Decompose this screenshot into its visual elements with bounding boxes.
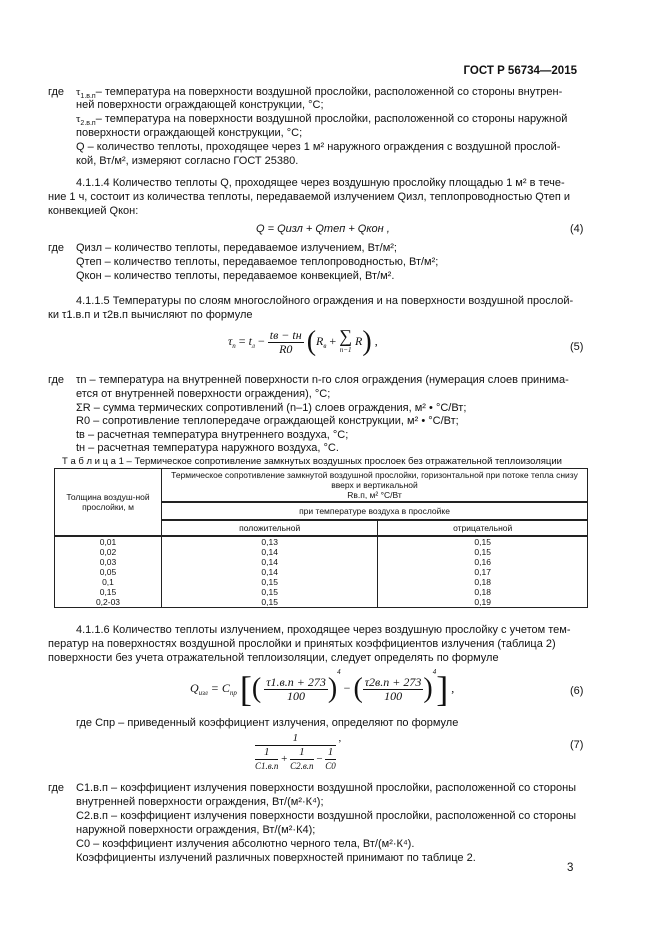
definition-line: Qтеп – количество теплоты, передаваемое теплопроводностью, Вт/м²; [76, 256, 439, 268]
definition-line: наружной поверхности ограждения, Вт/(м²·К4); [76, 824, 316, 836]
table-row: 0,03 0,14 0,16 [55, 557, 588, 567]
definition-line: Qкон – количество теплоты, передаваемое конвекцией, Вт/м². [76, 270, 395, 282]
definition-line: внутренней поверхности ограждения, Вт/(м²·К⁴); [76, 796, 324, 808]
definition-line: tн – расчетная температура наружного воздуха, °С. [76, 442, 339, 454]
definition-line: $\tau_{2.в.п}-$ температура на поверхности воздушной прослойки, расположенной со стороны наружной [76, 113, 568, 128]
table-row: 0,2-03 0,15 0,19 [55, 597, 588, 608]
paragraph-line: поверхности без учета отражательной теплоизоляции, следует определять по формуле [48, 652, 499, 664]
definition-line: $\tau_{1.в.п}-$ температура на поверхности воздушной прослойки, расположенной со стороны внутрен- [76, 86, 563, 101]
where-label: где [48, 86, 65, 98]
definition-line: С1.в.п – коэффициент излучения поверхности воздушной прослойки, расположенной со стороны [76, 782, 577, 794]
table-row: 0,05 0,14 0,17 [55, 567, 588, 577]
equation-4: Q = Qизл + Qтеп + Qкон , [256, 223, 390, 235]
table-header-thickness: Толщина воздуш-ной прослойки, м [55, 469, 162, 537]
definition-line: ΣR – сумма термических сопротивлений (n–1) слоев ограждения, м² • °С/Вт; [76, 402, 467, 414]
page-number: 3 [567, 862, 574, 874]
definition-line: Q – количество теплоты, проходящее через 1 м² наружного ограждения с воздушной прослой- [76, 141, 561, 153]
table-row: 0,02 0,14 0,15 [55, 547, 588, 557]
equation-6: $Q_{изл} = C_{пр}$ [( $\frac{\tau 1.в.п + 273}{100}$ )$^4$ − ( $\frac{\tau 2в.п + 273}{100}$ )$^4$] , [190, 667, 455, 709]
equation-7: 1 $\frac{1}{C1.в.п}$ + $\frac{1}{C2.в.п}$ − $\frac{1}{C0}$ , [255, 732, 342, 771]
paragraph-line: где Спр – приведенный коэффициент излучения, определяют по формуле [76, 717, 459, 729]
paragraph-line: 4.1.1.6 Количество теплоты излучением, проходящее через воздушную прослойку с учетом тем- [76, 624, 571, 636]
table-header-main: Термическое сопротивление замкнутой воздушной прослойки, горизонтальной при потоке тепла снизу вверх и вертикальной Rв.п, м² °С/Вт [162, 469, 588, 503]
where-label: где [48, 782, 65, 794]
equation-number: (6) [570, 685, 584, 697]
equation-number: (5) [570, 341, 584, 353]
where-label: где [48, 374, 65, 386]
definition-line: кой, Вт/м², измеряют согласно ГОСТ 25380. [76, 155, 299, 167]
paragraph-line: ки τ1.в.п и τ2в.п вычисляют по формуле [48, 309, 253, 321]
paragraph-line: ние 1 ч, состоит из количества теплоты, передаваемой излучением Qизл, теплопроводностью Qтеп и [48, 191, 571, 203]
paragraph-line: конвекцией Qкон: [48, 205, 139, 217]
definition-line: Qизл – количество теплоты, передаваемое излучением, Вт/м²; [76, 242, 397, 254]
paragraph-line: ператур на поверхностях воздушной прослойки и принятых коэффициентов излучения (таблица 2) [48, 638, 556, 650]
table-header-negative: отрицательной [378, 520, 588, 536]
thermal-resistance-table [54, 468, 588, 608]
table-row: 0,01 0,13 0,15 [55, 536, 588, 547]
where-label: где [48, 242, 65, 254]
paragraph-line: 4.1.1.4 Количество теплоты Q, проходящее через воздушную прослойку площадью 1 м² в тече- [76, 177, 565, 189]
definition-line: R0 – сопротивление теплопередаче ограждающей конструкции, м² • °С/Вт; [76, 415, 459, 427]
definition-line: ется от внутренней поверхности ограждения), °С; [76, 388, 331, 400]
equation-number: (7) [570, 739, 584, 751]
equation-number: (4) [570, 223, 584, 235]
definition-line: τn – температура на внутренней поверхности n-го слоя ограждения (нумерация слоев принима- [76, 374, 569, 386]
definition-line: поверхности ограждающей конструкции, °С; [76, 127, 303, 139]
paragraph-line: Коэффициенты излучений различных поверхностей принимают по таблице 2. [76, 852, 476, 864]
definition-line: tв – расчетная температура внутреннего воздуха, °С; [76, 429, 349, 441]
table-row: 0,15 0,15 0,18 [55, 587, 588, 597]
table-subheader: при температуре воздуха в прослойке [162, 502, 588, 520]
table-row: 0,1 0,15 0,18 [55, 577, 588, 587]
definition-line: С0 – коэффициент излучения абсолютно черного тела, Вт/(м²·К⁴). [76, 838, 415, 850]
document-header: ГОСТ Р 56734—2015 [463, 65, 577, 77]
definition-line: ней поверхности ограждающей конструкции, °С; [76, 99, 324, 111]
definition-line: С2.в.п – коэффициент излучения поверхности воздушной прослойки, расположенной со стороны [76, 810, 577, 822]
table-header-positive: положительной [162, 520, 378, 536]
equation-5: $\tau_n = t_л$ − $\frac{tв - tн}{R0}$ ($R_в$ + ∑ n−1 R) , [228, 325, 378, 357]
paragraph-line: 4.1.1.5 Температуры по слоям многослойного ограждения и на поверхности воздушной прослой- [76, 295, 574, 307]
table-caption: Т а б л и ц а 1 – Термическое сопротивление замкнутых воздушных прослоек без отражательной теплоизоляции [62, 456, 562, 467]
